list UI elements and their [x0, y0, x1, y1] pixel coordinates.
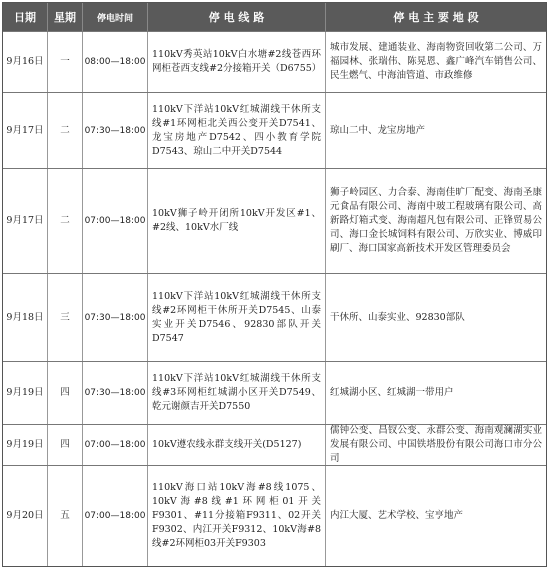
- header-area: 停 电 主 要 地 段: [393, 11, 479, 24]
- row-line: [148, 362, 326, 424]
- row-area: [326, 32, 546, 92]
- row-time: 07:30—18:00: [83, 93, 148, 168]
- row-line-text: 110kV秀英站10kV白水塘#2线苍西环网柜苍西支线#2分接箱开关（D6755）: [152, 49, 322, 74]
- header-weekday: 星期: [48, 3, 83, 31]
- row-time: 07:00—18:00: [83, 466, 148, 566]
- row-line-text: 110kV下洋站10kV红城湖线干休所支线#2环网柜干休所开关D7545、山泰实业开关D7546、92830部队开关D7547: [152, 290, 321, 344]
- row-date: 9月16日: [3, 32, 48, 92]
- row-line-text: 10kV狮子岭开闭所10kV开发区#1、#2线、10kV水厂线: [152, 208, 321, 233]
- table-row: [3, 31, 546, 92]
- header-date: 日期: [3, 3, 48, 31]
- row-time: 07:30—18:00: [83, 274, 148, 361]
- row-line: [148, 466, 326, 566]
- row-area-text: 城市发展、建通装业、海南物资回收第二公司、万福园林、张瑞伟、陈晃恩、鑫广峰汽车销售公司、民生燃气、中海油管道、市政维修: [330, 42, 542, 81]
- row-time: 08:00—18:00: [83, 32, 148, 92]
- table-row: [3, 361, 546, 424]
- row-area: [326, 425, 546, 465]
- row-weekday: 四: [48, 425, 83, 465]
- row-date: 9月19日: [3, 425, 48, 465]
- row-line-text: 110kV下洋站10kV红城湖线干休所支线#1环网柜北关西公变开关D7541、龙宝房地产D7542、四小教育学院D7543、琼山二中开关D7544: [152, 103, 321, 157]
- row-line: [148, 32, 326, 92]
- row-weekday: 一: [48, 32, 83, 92]
- table-header: [3, 3, 546, 31]
- table-row: [3, 273, 546, 361]
- row-time: 07:00—18:00: [83, 425, 148, 465]
- row-line-text: 110kV下洋站10kV红城湖线干休所支线#3环网柜红城湖小区开关D7549、乾元谢颜吉开关D7550: [152, 373, 321, 412]
- table-row: [3, 92, 546, 168]
- row-weekday: 二: [48, 169, 83, 273]
- row-line: [148, 425, 326, 465]
- row-line-text: 10kV遵农线永群支线开关(D5127): [152, 439, 302, 450]
- power-outage-table: [2, 2, 547, 567]
- row-line: [148, 169, 326, 273]
- header-time: 停电时间: [83, 3, 148, 31]
- row-date: 9月20日: [3, 466, 48, 566]
- row-line-text: 110kV海口站10kV海#8线1075、10kV海#8线#1环网柜01开关F9301、#11分接箱F9311、02开关F9302、内江开关F9312、10kV海#8线#2环网柜03开关F9303: [152, 482, 321, 549]
- row-area-text: 红城湖小区、红城湖一带用户: [330, 387, 454, 398]
- table-row: [3, 424, 546, 465]
- row-area-text: 内江大厦、艺术学校、宝亨地产: [330, 510, 464, 521]
- row-date: 9月18日: [3, 274, 48, 361]
- table-row: [3, 465, 546, 566]
- row-line: [148, 93, 326, 168]
- row-area-text: 琼山二中、龙宝房地产: [330, 124, 426, 136]
- row-weekday: 三: [48, 274, 83, 361]
- row-line: [148, 274, 326, 361]
- row-time: 07:00—18:00: [83, 169, 148, 273]
- row-area-text: 干休所、山泰实业、92830部队: [330, 311, 465, 323]
- row-weekday: 五: [48, 466, 83, 566]
- row-date: 9月17日: [3, 169, 48, 273]
- row-area: [326, 466, 546, 566]
- row-date: 9月19日: [3, 362, 48, 424]
- row-time: 07:30—18:00: [83, 362, 148, 424]
- row-area-text: 儒钟公变、昌钗公变、永群公变、海南观澜湖实业发展有限公司、中国铁塔股份有限公司海口市分公司: [330, 425, 542, 464]
- row-area: [326, 274, 546, 361]
- table-row: [3, 168, 546, 273]
- row-area: [326, 169, 546, 273]
- row-date: 9月17日: [3, 93, 48, 168]
- row-area-text: 狮子岭园区、力合泰、海南佳旷厂配变、海南圣康元食品有限公司、海南中玻工程玻璃有限公司、高新路灯箱式变、海南超凡包有限公司、正锋贸易公司、海口金长城饲料有限公司、万欣实业、博威印刷厂、海口国家高新技术开发区管理委员会: [330, 187, 542, 254]
- row-weekday: 四: [48, 362, 83, 424]
- row-area: [326, 362, 546, 424]
- row-area: [326, 93, 546, 168]
- row-weekday: 二: [48, 93, 83, 168]
- header-line: 停 电 线 路: [148, 3, 326, 31]
